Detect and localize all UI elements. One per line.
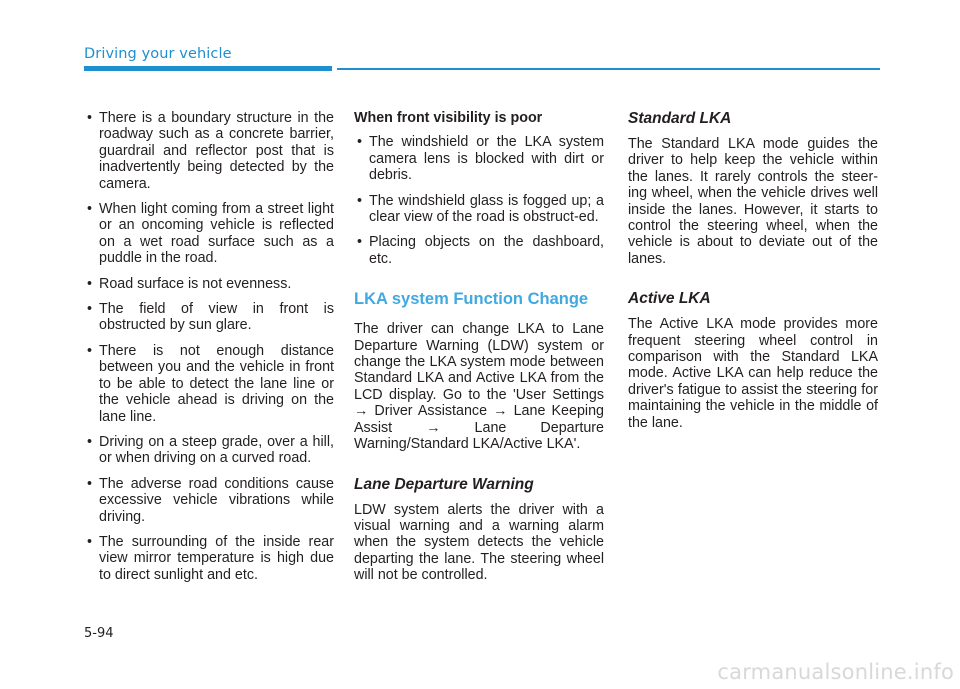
column-2 <box>354 110 604 584</box>
list-item-text: There is not enough distance between you and the vehicle in front to be able to detect the lane line or the vehicle ahead is driving on the lane line. <box>99 342 334 425</box>
page-number: 5-94 <box>84 626 114 641</box>
list-item-text: Road surface is not evenness. <box>99 275 292 292</box>
list-item <box>354 193 604 226</box>
list-item <box>84 343 334 425</box>
visibility-list <box>354 134 604 267</box>
list-item-text: The windshield glass is fogged up; a clear view of the road is obstruct-ed. <box>369 192 604 226</box>
list-item-text: When light coming from a street light or an oncoming vehicle is reflected on a wet road surface such as a puddle in the road. <box>99 201 334 267</box>
list-item <box>84 276 334 292</box>
list-item-text: The adverse road conditions cause excessive vehicle vibrations while driving. <box>99 475 334 525</box>
header-rule-thin <box>337 68 880 70</box>
bullet-icon: • <box>357 134 363 151</box>
header-title: Driving your vehicle <box>84 46 232 62</box>
list-item <box>84 110 334 192</box>
list-item-text: The windshield or the LKA system camera lens is blocked with dirt or debris. <box>369 134 604 184</box>
active-lka-text: The Active LKA mode provides more frequent steering wheel control in comparison with the Standard LKA mode. Active LKA can help reduce the driver's fatigue to assist the steering for maintaining the vehicle in the middle of the lane. <box>628 316 878 431</box>
list-item <box>84 301 334 334</box>
standard-lka-heading: Standard LKA <box>628 110 732 127</box>
visibility-heading: When front visibility is poor <box>354 110 543 126</box>
condition-list <box>84 110 334 583</box>
section-text: The driver can change LKA to Lane Departure Warning (LDW) system or change the LKA system mode between Standard LKA and Active LKA from the LCD display. Go to the 'User Settings → Driver Assistance → Lane Keeping Assist → Lane Departure Warning/Standard LKA/Active LKA'. <box>354 321 604 453</box>
watermark: carmanualsonline.info <box>717 660 954 684</box>
bullet-icon: • <box>87 301 93 318</box>
list-item <box>84 201 334 267</box>
list-item <box>84 476 334 525</box>
list-item <box>354 134 604 183</box>
list-item-text: The field of view in front is obstructed by sun glare. <box>99 301 334 334</box>
header-rule-thick <box>84 66 332 71</box>
column-1 <box>84 110 334 592</box>
list-item-text: The surrounding of the inside rear view mirror temperature is high due to direct sunlight and etc. <box>99 533 334 583</box>
standard-lka-text: The Standard LKA mode guides the driver to help keep the vehicle within the lanes. It rarely controls the steer-ing wheel, when the vehicle drives well inside the lanes. However, it starts to control the steering wheel, when the vehicle is about to deviate out of the lanes. <box>628 136 878 267</box>
bullet-icon: • <box>87 201 93 218</box>
list-item-text: Placing objects on the dashboard, etc. <box>369 234 604 267</box>
bullet-icon: • <box>87 475 93 492</box>
ldw-heading: Lane Departure Warning <box>354 475 534 493</box>
bullet-icon: • <box>87 533 93 550</box>
bullet-icon: • <box>87 275 93 292</box>
list-item-text: There is a boundary structure in the roadway such as a concrete barrier, guardrail and reflector post that is inadvertently being detected by the camera. <box>99 110 334 192</box>
bullet-icon: • <box>357 192 363 209</box>
bullet-icon: • <box>87 433 93 450</box>
list-item <box>84 534 334 583</box>
list-item-text: Driving on a steep grade, over a hill, or when driving on a curved road. <box>99 433 334 467</box>
bullet-icon: • <box>87 110 93 126</box>
bullet-icon: • <box>357 234 363 251</box>
column-3 <box>628 110 878 431</box>
ldw-text: LDW system alerts the driver with a visual warning and a warning alarm when the system detects the vehicle departing the lane. The steering wheel will not be controlled. <box>354 501 604 584</box>
bullet-icon: • <box>87 342 93 359</box>
list-item <box>84 434 334 467</box>
active-lka-heading: Active LKA <box>628 290 711 308</box>
section-heading: LKA system Function Change <box>354 290 589 309</box>
list-item <box>354 234 604 267</box>
